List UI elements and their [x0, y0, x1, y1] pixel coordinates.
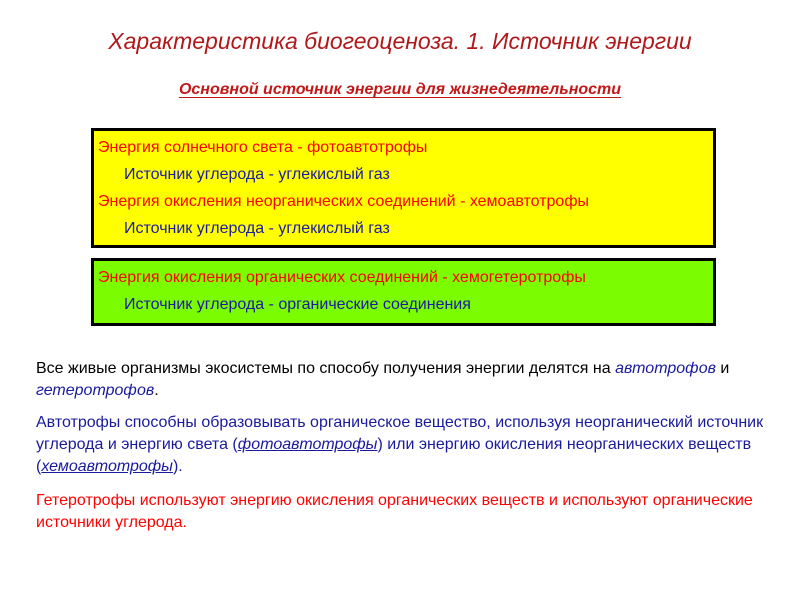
p1-text: Все живые организмы экосистемы по способу получения энергии делятся на	[36, 360, 616, 377]
heterotrophs-box	[91, 258, 716, 326]
paragraph-heterotrophs: Гетеротрофы используют энергию окисления органических веществ и используют органические источники углерода.	[36, 492, 753, 531]
photoautotrophs-link[interactable]: фотоавтотрофы	[237, 436, 378, 453]
p2-text-3: ).	[172, 458, 183, 475]
p1-and: и	[715, 360, 730, 377]
organic-carbon-source-line: Источник углерода - органические соединения	[124, 296, 471, 313]
carbon-source-line-1: Источник углерода - углекислый газ	[124, 166, 390, 183]
heterotrophs-term: гетеротрофов	[36, 382, 155, 399]
paragraph-autotrophs	[36, 412, 776, 478]
photoautotrophs-line: Энергия солнечного света - фотоавтотрофы	[98, 139, 428, 156]
p1-end: .	[154, 382, 159, 399]
p2-text-2: ) или энергию окисления неорганических веществ (	[36, 436, 752, 475]
chemoautotrophs-link[interactable]: хемоавтотрофы	[41, 458, 173, 475]
autotrophs-box	[91, 128, 716, 248]
page-title: Характеристика биогеоценоза. 1. Источник энергии	[108, 28, 692, 54]
chemoheterotrophs-line: Энергия окисления органических соединений - хемогетеротрофы	[98, 269, 586, 286]
carbon-source-line-2: Источник углерода - углекислый газ	[124, 220, 390, 237]
p2-text-1: Автотрофы способны образовывать органическое вещество, используя неорганический источник углерода и энергию света (	[36, 414, 764, 453]
autotrophs-term: автотрофов	[615, 360, 716, 377]
chemoautotrophs-line: Энергия окисления неорганических соединений - хемоавтотрофы	[98, 193, 589, 210]
paragraph-classification	[36, 358, 776, 402]
page-subtitle	[0, 81, 800, 99]
subtitle-text: Основной источник энергии для жизнедеятельности	[178, 81, 622, 98]
